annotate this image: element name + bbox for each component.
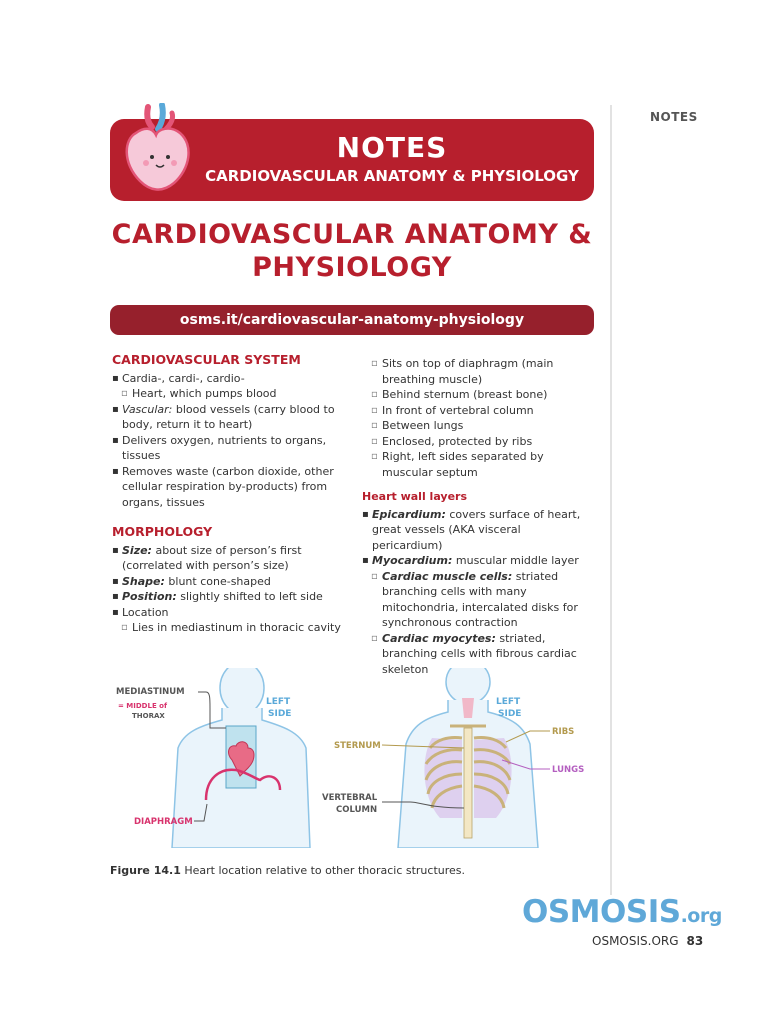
banner-subtitle: CARDIOVASCULAR ANATOMY & PHYSIOLOGY — [205, 167, 579, 185]
list-item — [112, 589, 344, 605]
title-line-2: PHYSIOLOGY — [252, 252, 452, 283]
label-sternum: STERNUM — [334, 741, 381, 751]
label-diaphragm: DIAPHRAGM — [134, 817, 193, 827]
definition: muscular middle layer — [452, 554, 579, 567]
label-mediastinum: MEDIASTINUM — [116, 687, 185, 697]
list-subitem: ▫ Heart, which pumps blood — [112, 386, 344, 402]
banner-title: NOTES — [336, 131, 448, 164]
definition: about size of person’s first (correlated with person’s size) — [122, 543, 302, 572]
thorax-figure — [110, 668, 594, 848]
list-item: ▪ Delivers oxygen, nutrients to organs, tissues — [112, 433, 344, 464]
list-subitem: ▫ Behind sternum (breast bone) — [362, 387, 594, 403]
term: Size: — [122, 543, 152, 557]
brand-tld: .org — [680, 905, 722, 927]
heart-mascot-icon — [118, 103, 198, 195]
term: Cardiac myocytes: — [382, 631, 496, 645]
cv-system-list — [112, 371, 344, 511]
list-subitem — [362, 569, 594, 631]
side-notes-label: NOTES — [650, 110, 698, 124]
morphology-heading: MORPHOLOGY — [112, 524, 213, 539]
list-item — [112, 543, 344, 574]
label-ribs: RIBS — [552, 727, 575, 737]
definition: striated branching cells with many mitochondria, intercalated disks for synchronous contraction — [382, 569, 578, 629]
list-item — [362, 507, 594, 554]
list-item — [112, 574, 344, 590]
list-subitem: ▫ In front of vertebral column — [362, 403, 594, 419]
definition: blood vessels (carry blood to body, return it to heart) — [122, 402, 335, 431]
title-line-1: CARDIOVASCULAR ANATOMY & — [111, 219, 593, 250]
resource-link[interactable]: osms.it/cardiovascular-anatomy-physiology — [110, 305, 594, 335]
list-subitem: ▫ Enclosed, protected by ribs — [362, 434, 594, 450]
label-left: LEFT — [266, 697, 291, 707]
term: Vascular: — [122, 402, 173, 416]
label-column: COLUMN — [336, 805, 378, 815]
left-column — [112, 352, 344, 636]
term: Epicardium: — [372, 507, 446, 521]
list-item — [362, 553, 594, 569]
list-subitem: ▫ Lies in mediastinum in thoracic cavity — [112, 620, 344, 636]
label-vertebral: VERTEBRAL — [322, 793, 378, 803]
osmosis-logo — [522, 894, 722, 930]
right-ribcage-illustration — [398, 668, 538, 848]
list-subitem: ▫ Right, left sides separated by muscular septum — [362, 449, 594, 480]
side-divider — [610, 105, 612, 895]
list-item: ▪ Removes waste (carbon dioxide, other cellular respiration by-products) from organs, tissues — [112, 464, 344, 511]
right-column — [362, 356, 594, 677]
list-subitem: ▫ Between lungs — [362, 418, 594, 434]
page-title — [110, 218, 594, 284]
definition: blunt cone-shaped — [164, 574, 271, 588]
term: Myocardium: — [372, 554, 453, 567]
footer-site: OSMOSIS.ORG — [592, 934, 679, 948]
label-left-2: LEFT — [496, 697, 521, 707]
brand-name: OSMOSIS — [522, 894, 681, 930]
definition: covers surface of heart, great vessels (AKA visceral pericardium) — [372, 507, 581, 552]
heart-wall-list — [362, 507, 594, 678]
page-number: 83 — [686, 934, 704, 948]
list-item: ▪ Cardia-, cardi-, cardio- — [112, 371, 344, 387]
term: Shape: — [122, 574, 165, 588]
page-footer — [592, 934, 703, 948]
morphology-list — [112, 543, 344, 636]
label-side-2: SIDE — [498, 709, 522, 719]
definition: striated, branching cells with fibrous cardiac skeleton — [382, 631, 577, 676]
list-item — [112, 402, 344, 433]
term: Cardiac muscle cells: — [382, 569, 513, 583]
label-thorax: THORAX — [132, 712, 165, 720]
figure-caption-text: Heart location relative to other thoracic structures. — [180, 864, 466, 877]
figure-number: Figure 14.1 — [110, 864, 181, 877]
location-details-list — [362, 356, 594, 480]
figure-caption — [110, 864, 465, 877]
list-item: ▪ Location — [112, 605, 344, 621]
term: Position: — [122, 590, 177, 603]
label-side: SIDE — [268, 709, 292, 719]
label-middle-of: = MIDDLE of — [118, 702, 168, 710]
definition: slightly shifted to left side — [176, 590, 323, 603]
cv-system-heading: CARDIOVASCULAR SYSTEM — [112, 352, 301, 367]
list-subitem: ▫ Sits on top of diaphragm (main breathing muscle) — [362, 356, 594, 387]
label-lungs: LUNGS — [552, 765, 585, 775]
heart-wall-heading: Heart wall layers — [362, 490, 468, 503]
